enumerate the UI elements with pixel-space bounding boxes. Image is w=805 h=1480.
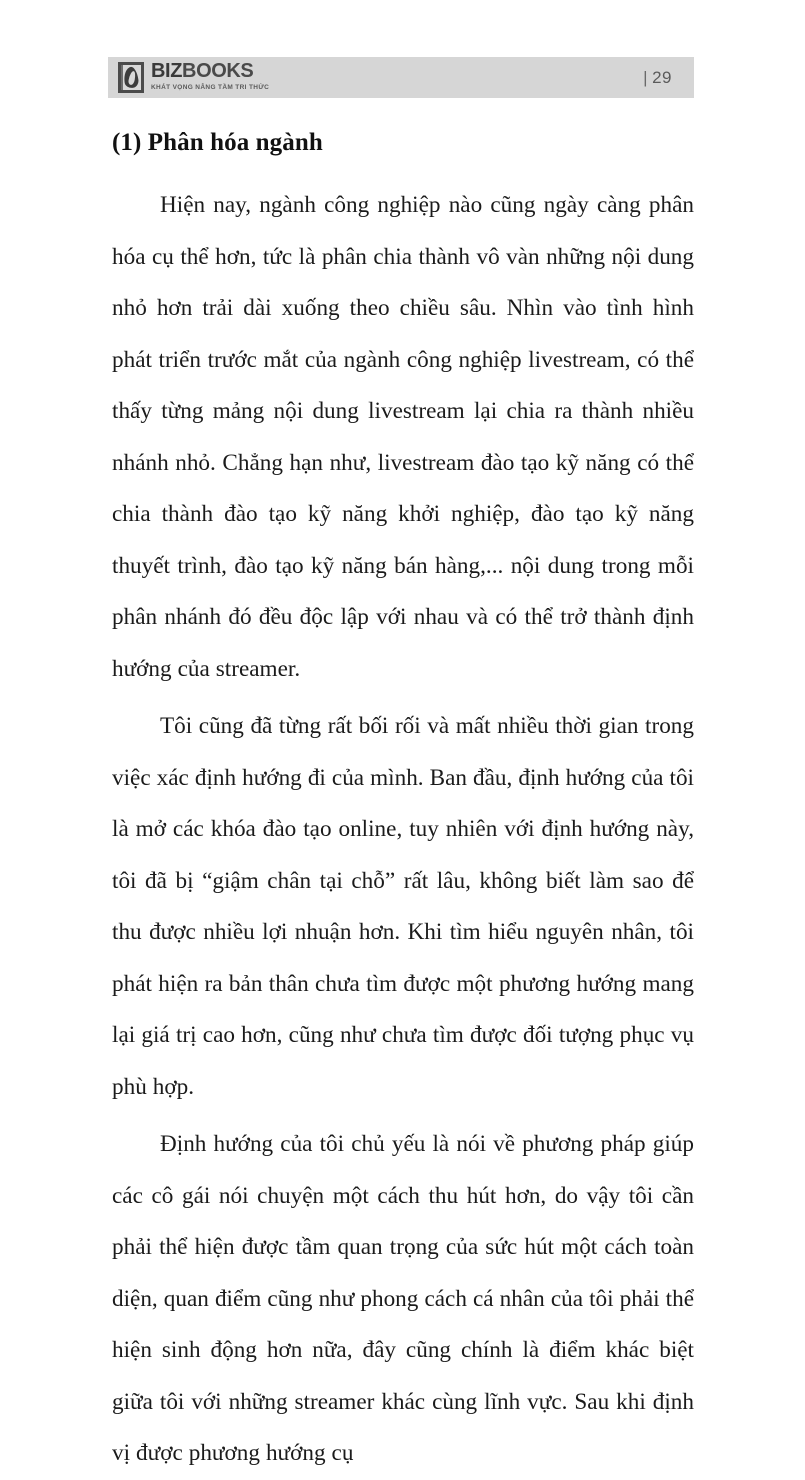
page-content: [112, 128, 694, 1480]
brand-tagline: KHÁT VỌNG NÂNG TẦM TRI THỨC: [151, 84, 270, 91]
brand-name-biz: BIZ: [151, 60, 183, 82]
section-heading: (1) Phân hóa ngành: [112, 129, 323, 156]
brand-name: [151, 61, 269, 81]
page-number: [643, 68, 694, 88]
book-flame-icon: [118, 62, 144, 93]
page-number-value: 29: [652, 67, 672, 87]
publisher-logo: [108, 57, 269, 98]
publisher-wordmark: [151, 61, 269, 92]
page-number-separator: |: [643, 67, 649, 87]
body-paragraph: Tôi cũng đã từng rất bối rối và mất nhiều thời gian trong việc xác định hướng đi của mình. Ban đầu, định hướng của tôi là mở các khóa đào tạo online, tuy nhiên với định hướng này, tôi đã bị “giậm chân tại chỗ” rất lâu, không biết làm sao để thu được nhiều lợi nhuận hơn. Khi tìm hiểu nguyên nhân, tôi phát hiện ra bản thân chưa tìm được một phương hướng mang lại giá trị cao hơn, cũng như chưa tìm được đối tượng phục vụ phù hợp.: [112, 713, 694, 1100]
body-paragraph: Hiện nay, ngành công nghiệp nào cũng ngày càng phân hóa cụ thể hơn, tức là phân chia thành vô vàn những nội dung nhỏ hơn trải dài xuống theo chiều sâu. Nhìn vào tình hình phát triển trước mắt của ngành công nghiệp livestream, có thể thấy từng mảng nội dung livestream lại chia ra thành nhiều nhánh nhỏ. Chẳng hạn như, livestream đào tạo kỹ năng có thể chia thành đào tạo kỹ năng khởi nghiệp, đào tạo kỹ năng thuyết trình, đào tạo kỹ năng bán hàng,... nội dung trong mỗi phân nhánh đó đều độc lập với nhau và có thể trở thành định hướng của streamer.: [112, 192, 694, 682]
brand-name-books: BOOKS: [182, 60, 254, 82]
book-spine-shape: [121, 65, 123, 90]
body-paragraph: Định hướng của tôi chủ yếu là nói về phương pháp giúp các cô gái nói chuyện một cách thu hút hơn, do vậy tôi cần phải thể hiện được tầm quan trọng của sức hút một cách toàn diện, quan điểm cũng như phong cách cá nhân của tôi phải thể hiện sinh động hơn nữa, đây cũng chính là điểm khác biệt giữa tôi với những streamer khác cùng lĩnh vực. Sau khi định vị được phương hướng cụ: [112, 1131, 694, 1466]
page-header-band: [108, 57, 694, 98]
